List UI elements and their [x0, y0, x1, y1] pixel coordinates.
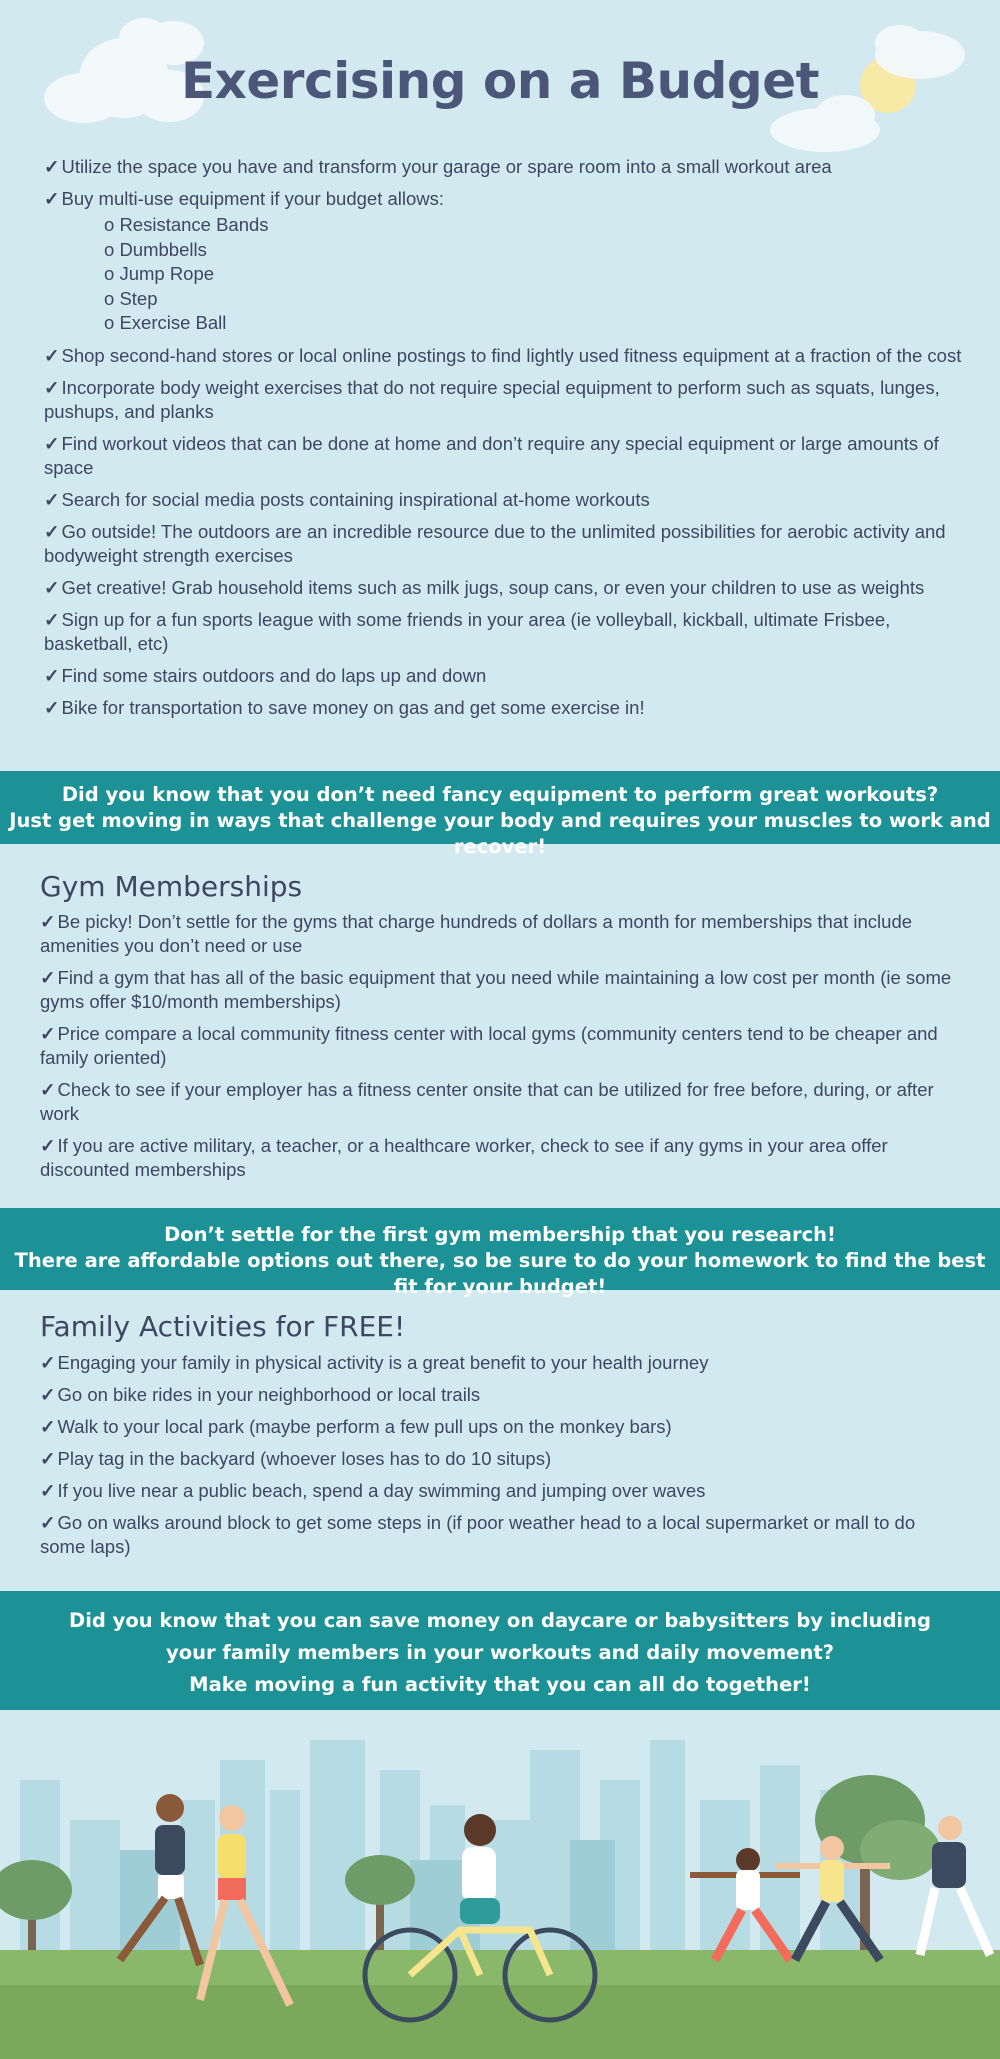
list-item: ✓ Be picky! Don’t settle for the gyms that charge hundreds of dollars a month for memberships that include amenities you don’t need or use: [40, 911, 913, 956]
callout-banner-gym: Don’t settle for the first gym membership that you research! There are affordable options out there, so be sure to do your homework to find the best fit for your budget!: [0, 1208, 1000, 1290]
check-icon: ✓: [40, 1512, 56, 1533]
callout-banner-equipment: Did you know that you don’t need fancy equipment to perform great workouts? Just get moving in ways that challenge your body and requires your muscles to work and recover!: [0, 771, 1000, 844]
bullet-icon: o: [104, 263, 115, 284]
check-icon: ✓: [44, 488, 60, 510]
list-item: ✓ Get creative! Grab household items such as milk jugs, soup cans, or even your children to use as weights: [44, 576, 925, 598]
sublist-item: o Dumbbells: [104, 238, 207, 260]
check-icon: ✓: [40, 1079, 56, 1100]
list-item: ✓ Play tag in the backyard (whoever loses has to do 10 situps): [40, 1448, 552, 1469]
list-item: ✓ Search for social media posts containing inspirational at-home workouts: [44, 488, 650, 510]
list-item: ✓ Sign up for a fun sports league with some friends in your area (ie volleyball, kickball, ultimate Frisbee, basketball, etc): [44, 608, 891, 654]
bullet-icon: o: [104, 238, 115, 260]
sublist-item: o Resistance Bands: [104, 214, 269, 235]
check-icon: ✓: [44, 432, 60, 454]
check-icon: ✓: [44, 664, 60, 686]
list-item: ✓ Go outside! The outdoors are an incredible resource due to the unlimited possibilities for aerobic activity and bodyweight strength exercises: [44, 520, 946, 566]
check-icon: ✓: [40, 1352, 56, 1373]
list-item: ✓ Find some stairs outdoors and do laps up and down: [44, 664, 487, 686]
check-icon: ✓: [44, 696, 60, 718]
sublist-item: o Exercise Ball: [104, 312, 227, 333]
list-item: ✓ Walk to your local park (maybe perform a few pull ups on the monkey bars): [40, 1416, 672, 1437]
bullet-icon: o: [104, 287, 115, 309]
gym-section-heading: Gym Memberships: [40, 870, 303, 903]
list-item: ✓ If you live near a public beach, spend a day swimming and jumping over waves: [40, 1480, 706, 1501]
check-icon: ✓: [44, 376, 60, 398]
list-item: ✓ Shop second-hand stores or local online postings to find lightly used fitness equipment at a fraction of the cost: [44, 344, 962, 366]
check-icon: ✓: [40, 1135, 56, 1156]
list-item: ✓ Buy multi-use equipment if your budget allows: o Resistance Bands o Dumbbells o Jump Rope o Step o Exercise Ball: [44, 187, 964, 336]
check-icon: ✓: [40, 1416, 56, 1437]
check-icon: ✓: [44, 576, 60, 598]
check-icon: ✓: [44, 520, 60, 542]
bullet-icon: o: [104, 214, 115, 235]
list-item: ✓ Go on walks around block to get some steps in (if poor weather head to a local supermarket or mall to do some laps): [40, 1512, 916, 1557]
list-item: ✓ If you are active military, a teacher, or a healthcare worker, check to see if any gyms in your area offer discounted memberships: [40, 1135, 888, 1180]
list-item: ✓ Find a gym that has all of the basic equipment that you need while maintaining a low cost per month (ie some gyms offer $10/month memberships): [40, 967, 952, 1012]
check-icon: ✓: [44, 608, 60, 630]
check-icon: ✓: [40, 1023, 56, 1044]
bullet-icon: o: [104, 312, 115, 333]
list-item: ✓ Incorporate body weight exercises that do not require special equipment to perform such as squats, lunges, pushups, and planks: [44, 376, 940, 422]
check-icon: ✓: [40, 911, 56, 932]
gym-list: [40, 910, 960, 1190]
list-item: ✓ Check to see if your employer has a fitness center onsite that can be utilized for free before, during, or after work: [40, 1079, 934, 1124]
check-icon: ✓: [40, 1480, 56, 1501]
park-scene-illustration: [0, 1710, 1000, 2059]
family-list: [40, 1351, 960, 1567]
list-item: ✓ Engaging your family in physical activity is a great benefit to your health journey: [40, 1352, 709, 1373]
family-section-heading: Family Activities for FREE!: [40, 1310, 406, 1343]
check-icon: ✓: [40, 1384, 56, 1405]
check-icon: ✓: [44, 156, 60, 177]
check-icon: ✓: [40, 967, 56, 988]
check-icon: ✓: [44, 344, 60, 366]
list-item: ✓ Find workout videos that can be done at home and don’t require any special equipment or large amounts of space: [44, 432, 939, 478]
check-icon: ✓: [40, 1448, 56, 1469]
sublist-item: o Jump Rope: [104, 263, 215, 284]
equipment-sublist: [104, 213, 964, 336]
callout-banner-family: Did you know that you can save money on daycare or babysitters by including your family members in your workouts and daily movement? Make moving a fun activity that you can all do together!: [0, 1591, 1000, 1711]
list-item: ✓ Utilize the space you have and transform your garage or spare room into a small workout area: [44, 156, 832, 177]
list-item: ✓ Go on bike rides in your neighborhood or local trails: [40, 1384, 481, 1405]
list-item: ✓ Bike for transportation to save money on gas and get some exercise in!: [44, 696, 645, 718]
list-item: ✓ Price compare a local community fitness center with local gyms (community centers tend to be cheaper and family oriented): [40, 1023, 938, 1068]
tips-list: [44, 155, 964, 728]
sublist-item: o Step: [104, 287, 158, 309]
check-icon: ✓: [44, 188, 60, 209]
page-title: Exercising on a Budget: [180, 52, 820, 110]
